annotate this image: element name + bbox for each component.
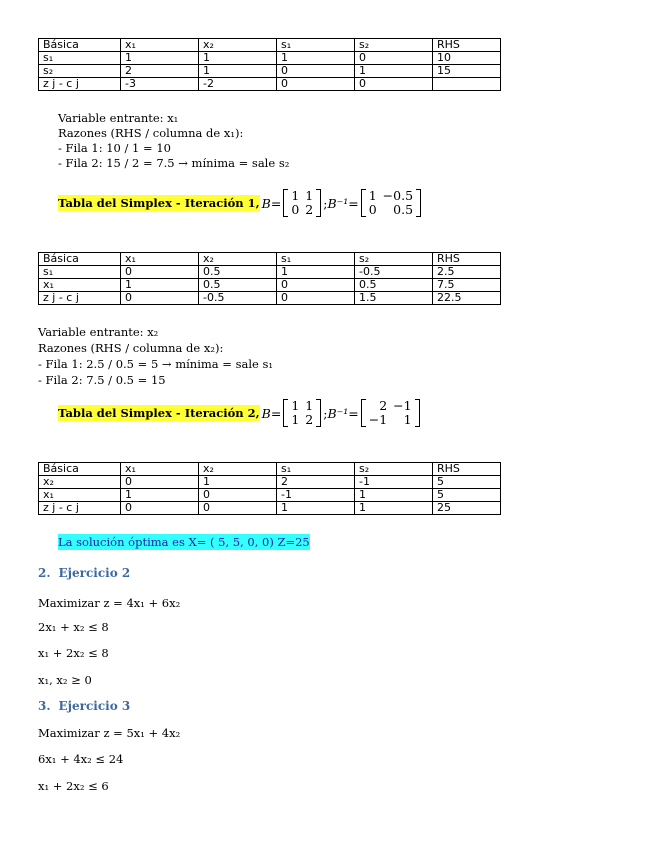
matrix-row bbox=[366, 203, 416, 217]
table-cell: 22.5 bbox=[433, 292, 501, 305]
table-cell: 1 bbox=[277, 266, 355, 279]
section-title-3: Ejercicio 3 bbox=[58, 699, 131, 713]
table-header-cell: x₁ bbox=[121, 463, 199, 476]
table-cell: -2 bbox=[199, 78, 277, 91]
constraint-3-2: x₁ + 2x₂ ≤ 6 bbox=[38, 779, 109, 793]
matrix-row bbox=[366, 399, 415, 413]
table-header-cell: x₁ bbox=[121, 39, 199, 52]
iteration-2-title: Tabla del Simplex - Iteración 2, bbox=[58, 406, 260, 420]
table-cell: -0.5 bbox=[199, 292, 277, 305]
b-matrix-label: B= bbox=[261, 195, 282, 211]
table-cell: 1 bbox=[355, 65, 433, 78]
ratio-row-1: - Fila 1: 10 / 1 = 10 bbox=[58, 141, 171, 155]
table-cell: -1 bbox=[355, 476, 433, 489]
table-cell: 0 bbox=[277, 279, 355, 292]
matrix-cell: 0 bbox=[291, 202, 300, 217]
table-header-cell: x₂ bbox=[199, 253, 277, 266]
table-cell bbox=[433, 78, 501, 91]
table-header-cell: s₂ bbox=[355, 253, 433, 266]
table-cell: s₁ bbox=[39, 266, 121, 279]
simplex-table-iteration-2 bbox=[38, 462, 501, 515]
table-cell: 0 bbox=[355, 78, 433, 91]
table-cell: 0.5 bbox=[355, 279, 433, 292]
table-row bbox=[39, 476, 501, 489]
matrix-row bbox=[288, 203, 316, 217]
section-number-3: 3. bbox=[38, 699, 51, 713]
objective-function-2: Maximizar z = 4x₁ + 6x₂ bbox=[38, 596, 181, 610]
table-cell: 1 bbox=[121, 52, 199, 65]
table-header-cell: x₂ bbox=[199, 463, 277, 476]
ratios-label: Razones (RHS / columna de x₁): bbox=[58, 126, 244, 140]
table-cell: 0 bbox=[277, 78, 355, 91]
table-cell: s₂ bbox=[39, 65, 121, 78]
table-cell: 0 bbox=[121, 266, 199, 279]
table-cell: z j - c j bbox=[39, 502, 121, 515]
table-cell: 1 bbox=[121, 489, 199, 502]
table-cell: 1 bbox=[355, 502, 433, 515]
table-header-cell: RHS bbox=[433, 39, 501, 52]
matrix-cell: 1 bbox=[291, 412, 300, 427]
separator-2: ; bbox=[323, 405, 328, 421]
matrix-row bbox=[288, 399, 316, 413]
constraint-3-1: 6x₁ + 4x₂ ≤ 24 bbox=[38, 752, 124, 766]
simplex-table-initial bbox=[38, 38, 501, 91]
table-cell: x₁ bbox=[39, 279, 121, 292]
matrix-cell: −1 bbox=[368, 412, 388, 427]
b-inverse-matrix-2 bbox=[361, 399, 420, 427]
table-cell: 2 bbox=[121, 65, 199, 78]
nonnegativity-2: x₁, x₂ ≥ 0 bbox=[38, 673, 92, 687]
table-header-row bbox=[39, 463, 501, 476]
table-cell: 25 bbox=[433, 502, 501, 515]
table-row bbox=[39, 78, 501, 91]
table-cell: -0.5 bbox=[355, 266, 433, 279]
b-inverse-matrix bbox=[361, 189, 421, 217]
table-header-cell: RHS bbox=[433, 253, 501, 266]
table-cell: z j - c j bbox=[39, 78, 121, 91]
table-header-cell: s₁ bbox=[277, 463, 355, 476]
table-cell: -1 bbox=[277, 489, 355, 502]
table-header-cell: s₂ bbox=[355, 463, 433, 476]
table-row bbox=[39, 489, 501, 502]
iteration-1-heading bbox=[58, 189, 423, 217]
table-header-cell: RHS bbox=[433, 463, 501, 476]
table-cell: 15 bbox=[433, 65, 501, 78]
matrix-cell: 0.5 bbox=[393, 202, 414, 217]
optimal-solution bbox=[58, 535, 310, 549]
matrix-cell: 2 bbox=[305, 412, 314, 427]
matrix-cell: 1 bbox=[305, 188, 314, 203]
ratio-row-1-2: - Fila 1: 2.5 / 0.5 = 5 → mínima = sale s₁ bbox=[38, 357, 273, 371]
optimal-solution-text: La solución óptima es X= ( 5, 5, 0, 0) Z=25 bbox=[58, 535, 310, 549]
table-cell: 1 bbox=[199, 65, 277, 78]
table-cell: 1 bbox=[277, 502, 355, 515]
b-inverse-label: B⁻¹= bbox=[327, 195, 359, 211]
table-header-cell: Básica bbox=[39, 463, 121, 476]
table-cell: 0 bbox=[121, 292, 199, 305]
table-cell: 0 bbox=[121, 502, 199, 515]
table-cell: 1 bbox=[199, 476, 277, 489]
table-cell: 0.5 bbox=[199, 266, 277, 279]
table-header-cell: Básica bbox=[39, 39, 121, 52]
table-cell: s₁ bbox=[39, 52, 121, 65]
table-cell: 1 bbox=[355, 489, 433, 502]
table-cell: x₁ bbox=[39, 489, 121, 502]
matrix-cell: −0.5 bbox=[382, 188, 414, 203]
simplex-table-iteration-1 bbox=[38, 252, 501, 305]
table-cell: z j - c j bbox=[39, 292, 121, 305]
table-header-cell: x₁ bbox=[121, 253, 199, 266]
constraint-2-1: 2x₁ + x₂ ≤ 8 bbox=[38, 620, 109, 634]
matrix-cell: 1 bbox=[403, 412, 412, 427]
iteration-1-title: Tabla del Simplex - Iteración 1, bbox=[58, 196, 260, 210]
table-row bbox=[39, 266, 501, 279]
table-header-row bbox=[39, 39, 501, 52]
table-row bbox=[39, 279, 501, 292]
matrix-cell: 1 bbox=[291, 398, 300, 413]
b-matrix bbox=[283, 189, 321, 217]
b-matrix-label-2: B= bbox=[261, 405, 282, 421]
table-header-row bbox=[39, 253, 501, 266]
table-header-cell: x₂ bbox=[199, 39, 277, 52]
matrix-row bbox=[366, 189, 416, 203]
table-cell: 7.5 bbox=[433, 279, 501, 292]
table-cell: 0 bbox=[121, 476, 199, 489]
table-cell: 1.5 bbox=[355, 292, 433, 305]
ratio-row-2-2: - Fila 2: 7.5 / 0.5 = 15 bbox=[38, 373, 166, 387]
constraint-2-2: x₁ + 2x₂ ≤ 8 bbox=[38, 646, 109, 660]
table-header-cell: s₁ bbox=[277, 253, 355, 266]
table-cell: 0 bbox=[277, 65, 355, 78]
section-heading-ejercicio-3 bbox=[38, 699, 130, 713]
table-cell: 0 bbox=[277, 292, 355, 305]
matrix-cell: −1 bbox=[393, 398, 412, 413]
matrix-cell: 1 bbox=[368, 188, 377, 203]
table-cell: 0 bbox=[355, 52, 433, 65]
table-cell: 0 bbox=[199, 502, 277, 515]
table-row bbox=[39, 502, 501, 515]
table-header-cell: s₁ bbox=[277, 39, 355, 52]
table-cell: 5 bbox=[433, 476, 501, 489]
section-number: 2. bbox=[38, 566, 51, 580]
table-cell: 1 bbox=[199, 52, 277, 65]
table-cell: 10 bbox=[433, 52, 501, 65]
table-cell: 5 bbox=[433, 489, 501, 502]
separator: ; bbox=[323, 195, 328, 211]
matrix-row bbox=[288, 413, 316, 427]
table-cell: 0 bbox=[199, 489, 277, 502]
b-matrix-2 bbox=[283, 399, 321, 427]
entering-variable-text-2: Variable entrante: x₂ bbox=[38, 325, 159, 339]
section-title: Ejercicio 2 bbox=[58, 566, 131, 580]
table-row bbox=[39, 292, 501, 305]
matrix-cell: 2 bbox=[305, 202, 314, 217]
matrix-cell: 1 bbox=[305, 398, 314, 413]
section-heading-ejercicio-2 bbox=[38, 566, 130, 580]
table-cell: 2.5 bbox=[433, 266, 501, 279]
matrix-cell: 1 bbox=[291, 188, 300, 203]
table-cell: 2 bbox=[277, 476, 355, 489]
objective-function-3: Maximizar z = 5x₁ + 4x₂ bbox=[38, 726, 181, 740]
b-inverse-label-2: B⁻¹= bbox=[327, 405, 359, 421]
table-cell: -3 bbox=[121, 78, 199, 91]
table-cell: 0.5 bbox=[199, 279, 277, 292]
table-header-cell: s₂ bbox=[355, 39, 433, 52]
table-cell: x₂ bbox=[39, 476, 121, 489]
matrix-cell: 2 bbox=[379, 398, 388, 413]
entering-variable-text: Variable entrante: x₁ bbox=[58, 111, 179, 125]
table-row bbox=[39, 52, 501, 65]
ratios-label-2: Razones (RHS / columna de x₂): bbox=[38, 341, 224, 355]
table-row bbox=[39, 65, 501, 78]
ratio-row-2: - Fila 2: 15 / 2 = 7.5 → mínima = sale s₂ bbox=[58, 156, 290, 170]
matrix-cell: 0 bbox=[368, 202, 377, 217]
table-header-cell: Básica bbox=[39, 253, 121, 266]
iteration-2-heading bbox=[58, 399, 422, 427]
matrix-row bbox=[366, 413, 415, 427]
table-cell: 1 bbox=[277, 52, 355, 65]
table-cell: 1 bbox=[121, 279, 199, 292]
matrix-row bbox=[288, 189, 316, 203]
